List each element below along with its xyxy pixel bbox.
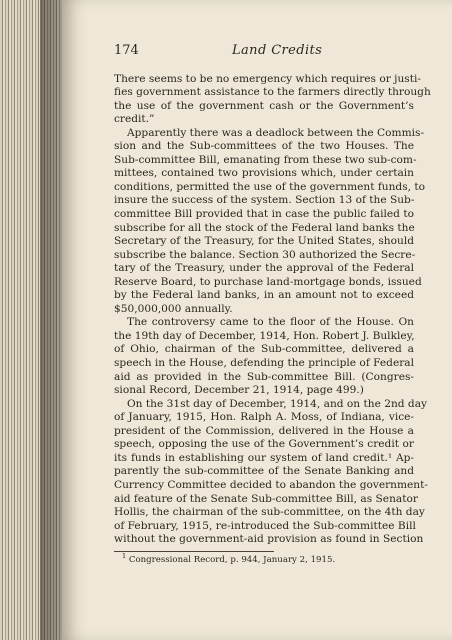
footnote-rule xyxy=(114,551,274,552)
text-line: The controversy came to the floor of the House. On xyxy=(127,316,414,329)
text-line: Apparently there was a deadlock between the Commis- xyxy=(127,126,425,139)
text-line: $50,000,000 annually. xyxy=(114,302,233,315)
text-line: aid as provided in the Sub-committee Bill. (Congres- xyxy=(114,370,414,383)
text-line: credit.” xyxy=(114,113,155,126)
text-line: committee Bill provided that in case the public failed to xyxy=(114,208,414,221)
book-page xyxy=(62,0,452,640)
body-text xyxy=(114,72,431,547)
paragraph xyxy=(114,72,431,127)
page-number: 174 xyxy=(114,43,139,58)
text-line: of Ohio, chairman of the Sub-committee, delivered a xyxy=(114,343,414,356)
text-line: mittees, contained two provisions which, under certain xyxy=(114,167,414,180)
text-line: subscribe the balance. Section 30 authorized the Secre- xyxy=(114,248,416,261)
text-line: Reserve Board, to purchase land-mortgage bonds, issued xyxy=(114,275,422,288)
text-line: without the government-aid provision as found in Section xyxy=(114,533,424,546)
text-line: Sub-committee Bill, emanating from these two sub-com- xyxy=(114,153,417,166)
text-line: There seems to be no emergency which requires or justi- xyxy=(114,72,421,85)
footnote-text: Congressional Record, p. 944, January 2, 1915. xyxy=(128,554,336,565)
text-line: sional Record, December 21, 1914, page 499.) xyxy=(114,384,364,397)
text-line: by the Federal land banks, in an amount not to exceed xyxy=(114,289,414,302)
text-line: tary of the Treasury, under the approval of the Federal xyxy=(114,262,414,275)
text-line: aid feature of the Senate Sub-committee Bill, as Senator xyxy=(114,492,418,505)
paragraph xyxy=(114,316,414,397)
text-line: its funds in establishing our system of land credit.¹ Ap- xyxy=(114,451,414,464)
text-line: president of the Commission, delivered in the House a xyxy=(114,424,414,437)
text-line: parently the sub-committee of the Senate Banking and xyxy=(114,465,414,478)
running-head xyxy=(114,44,414,58)
text-line: speech in the House, defending the principle of Federal xyxy=(114,357,414,370)
text-line: speech, opposing the use of the Government’s credit or xyxy=(114,438,414,451)
text-line: subscribe for all the stock of the Federal land banks the xyxy=(114,221,415,234)
text-line: Hollis, the chairman of the sub-committee, on the 4th day xyxy=(114,506,425,519)
text-line: sion and the Sub-committees of the two Houses. The xyxy=(114,140,414,153)
text-line: Secretary of the Treasury, for the United States, should xyxy=(114,235,414,248)
footnote-mark: 1 xyxy=(122,551,127,560)
text-line: conditions, permitted the use of the government funds, to xyxy=(114,180,426,193)
text-line: of February, 1915, re-introduced the Sub-committee Bill xyxy=(114,519,416,532)
text-line: fies government assistance to the farmers directly through xyxy=(114,86,431,99)
text-line: insure the success of the system. Section 13 of the Sub- xyxy=(114,194,415,207)
text-line: On the 31st day of December, 1914, and on the 2nd day xyxy=(127,397,428,410)
text-line: of January, 1915, Hon. Ralph A. Moss, of Indiana, vice- xyxy=(114,411,414,424)
footnote xyxy=(114,551,414,566)
text-block xyxy=(114,43,431,566)
text-line: Currency Committee decided to abandon the government- xyxy=(114,478,428,491)
text-line: the 19th day of December, 1914, Hon. Robert J. Bulkley, xyxy=(114,329,415,342)
paragraph xyxy=(114,397,428,547)
text-line: the use of the government cash or the Government’s xyxy=(114,99,414,112)
running-title: Land Credits xyxy=(232,43,323,58)
paragraph xyxy=(114,126,426,317)
